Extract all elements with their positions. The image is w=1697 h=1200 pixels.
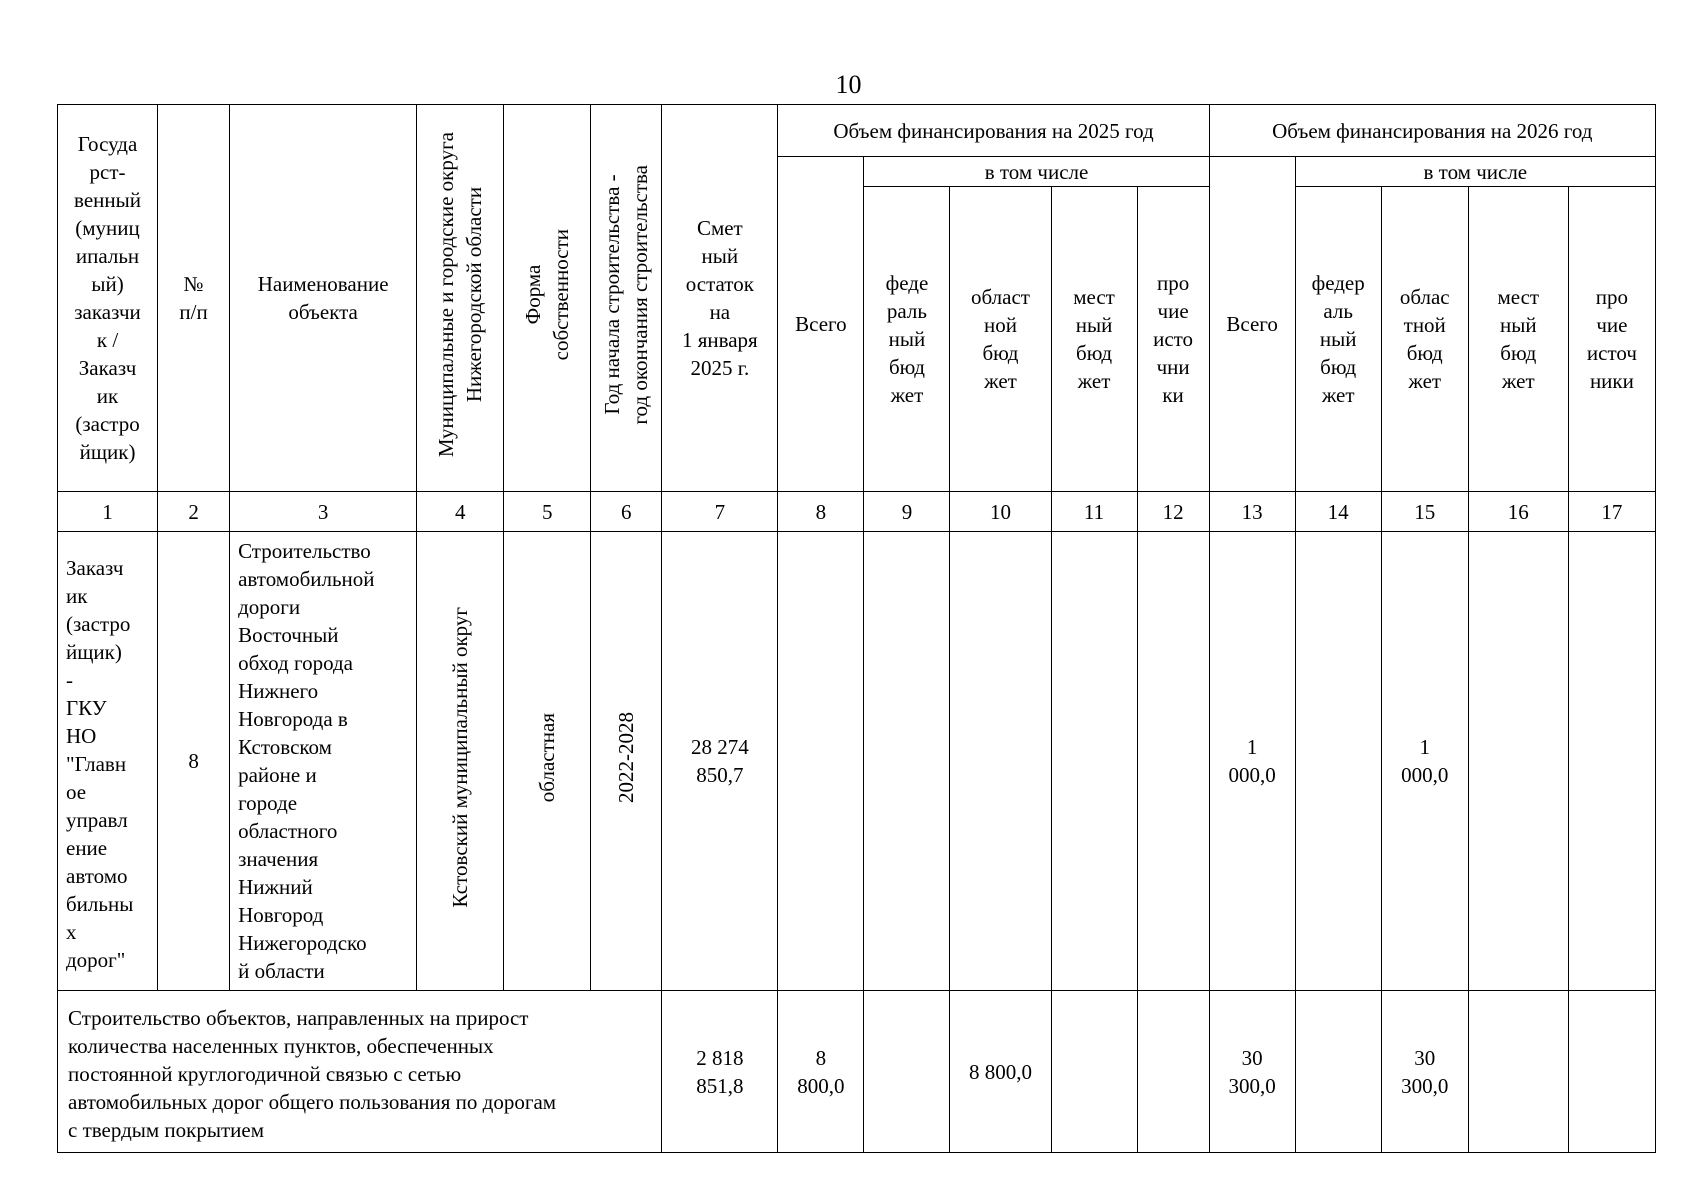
row-object-name: Строительство автомобильной дороги Восточный обход города Нижнего Новгорода в Кстовском районе и городе областного значения Нижний Новгород Нижегородско й области (230, 532, 417, 991)
header-num: № п/п (158, 105, 230, 492)
column-number: 7 (662, 492, 778, 532)
row-ownership (504, 532, 591, 991)
column-number: 2 (158, 492, 230, 532)
summary-regional-2025: 8 800,0 (950, 991, 1051, 1153)
header-fin-2026: Объем финансирования на 2026 год (1209, 105, 1655, 157)
header-years (591, 105, 662, 492)
header-other-2025: про чие исто чни ки (1137, 187, 1209, 492)
header-estimate: Смет ный остаток на 1 января 2025 г. (662, 105, 778, 492)
row-estimate: 28 274 850,7 (662, 532, 778, 991)
column-number: 4 (417, 492, 504, 532)
row-years (591, 532, 662, 991)
header-total-2025: Всего (778, 157, 864, 492)
header-customer: Госуда рст- венный (муниц ипальн ый) заказчи к / Заказч ик (застро йщик) (58, 105, 158, 492)
header-other-2026: про чие источ ники (1568, 187, 1655, 492)
row-years-text: 2022-2028 (614, 712, 639, 803)
column-number: 6 (591, 492, 662, 532)
column-number: 8 (778, 492, 864, 532)
row-total-2025 (778, 532, 864, 991)
summary-regional-2026: 30 300,0 (1381, 991, 1468, 1153)
summary-federal-2026 (1295, 991, 1381, 1153)
summary-total-2025: 8 800,0 (778, 991, 864, 1153)
column-number: 1 (58, 492, 158, 532)
row-other-2026 (1568, 532, 1655, 991)
row-local-2026 (1468, 532, 1568, 991)
column-number: 10 (950, 492, 1051, 532)
header-regional-2026: облас тной бюд жет (1381, 187, 1468, 492)
row-local-2025 (1051, 532, 1137, 991)
header-ownership (504, 105, 591, 492)
summary-federal-2025 (864, 991, 950, 1153)
summary-row (58, 991, 1656, 1153)
row-regional-2026: 1 000,0 (1381, 532, 1468, 991)
row-federal-2025 (864, 532, 950, 991)
summary-other-2026 (1568, 991, 1655, 1153)
column-number: 17 (1568, 492, 1655, 532)
column-number: 15 (1381, 492, 1468, 532)
row-ownership-text: областная (535, 712, 560, 803)
header-incl-2025: в том числе (864, 157, 1209, 187)
column-number: 16 (1468, 492, 1568, 532)
column-number: 9 (864, 492, 950, 532)
summary-label: Строительство объектов, направленных на прирост количества населенных пунктов, обеспеченных постоянной круглогодичной связью с сетью автомобильных дорог общего пользования по дорогам с твердым покрытием (58, 991, 662, 1153)
row-other-2025 (1137, 532, 1209, 991)
row-regional-2025 (950, 532, 1051, 991)
header-row-1 (58, 105, 1656, 157)
header-total-2026: Всего (1209, 157, 1295, 492)
header-object-name: Наименование объекта (230, 105, 417, 492)
header-local-2025: мест ный бюд жет (1051, 187, 1137, 492)
page-number: 10 (835, 70, 862, 99)
summary-estimate: 2 818 851,8 (662, 991, 778, 1153)
column-number: 14 (1295, 492, 1381, 532)
row-federal-2026 (1295, 532, 1381, 991)
summary-other-2025 (1137, 991, 1209, 1153)
header-federal-2025: феде раль ный бюд жет (864, 187, 950, 492)
column-number: 13 (1209, 492, 1295, 532)
header-fin-2025: Объем финансирования на 2025 год (778, 105, 1209, 157)
header-regional-2025: област ной бюд жет (950, 187, 1051, 492)
column-number: 3 (230, 492, 417, 532)
summary-total-2026: 30 300,0 (1209, 991, 1295, 1153)
summary-local-2025 (1051, 991, 1137, 1153)
row-municipality (417, 532, 504, 991)
column-number: 12 (1137, 492, 1209, 532)
row-num: 8 (158, 532, 230, 991)
column-number: 5 (504, 492, 591, 532)
header-federal-2026: федер аль ный бюд жет (1295, 187, 1381, 492)
financing-table (57, 104, 1656, 1153)
row-total-2026: 1 000,0 (1209, 532, 1295, 991)
data-row (58, 532, 1656, 991)
row-municipality-text: Кстовский муниципальный округ (448, 607, 473, 908)
header-local-2026: мест ный бюд жет (1468, 187, 1568, 492)
header-municipality-text: Муниципальные и городские округа Нижегородской области (434, 131, 487, 458)
header-ownership-text: Форма собственности (521, 228, 574, 361)
header-incl-2026: в том числе (1295, 157, 1655, 187)
column-number-row (58, 492, 1656, 532)
header-years-text: Год начала строительства - год окончания строительства (600, 164, 653, 425)
summary-local-2026 (1468, 991, 1568, 1153)
header-municipality (417, 105, 504, 492)
column-number: 11 (1051, 492, 1137, 532)
row-customer: Заказч ик (застро йщик) - ГКУ НО "Главн ое управл ение автомо бильны х дорог" (58, 532, 158, 991)
